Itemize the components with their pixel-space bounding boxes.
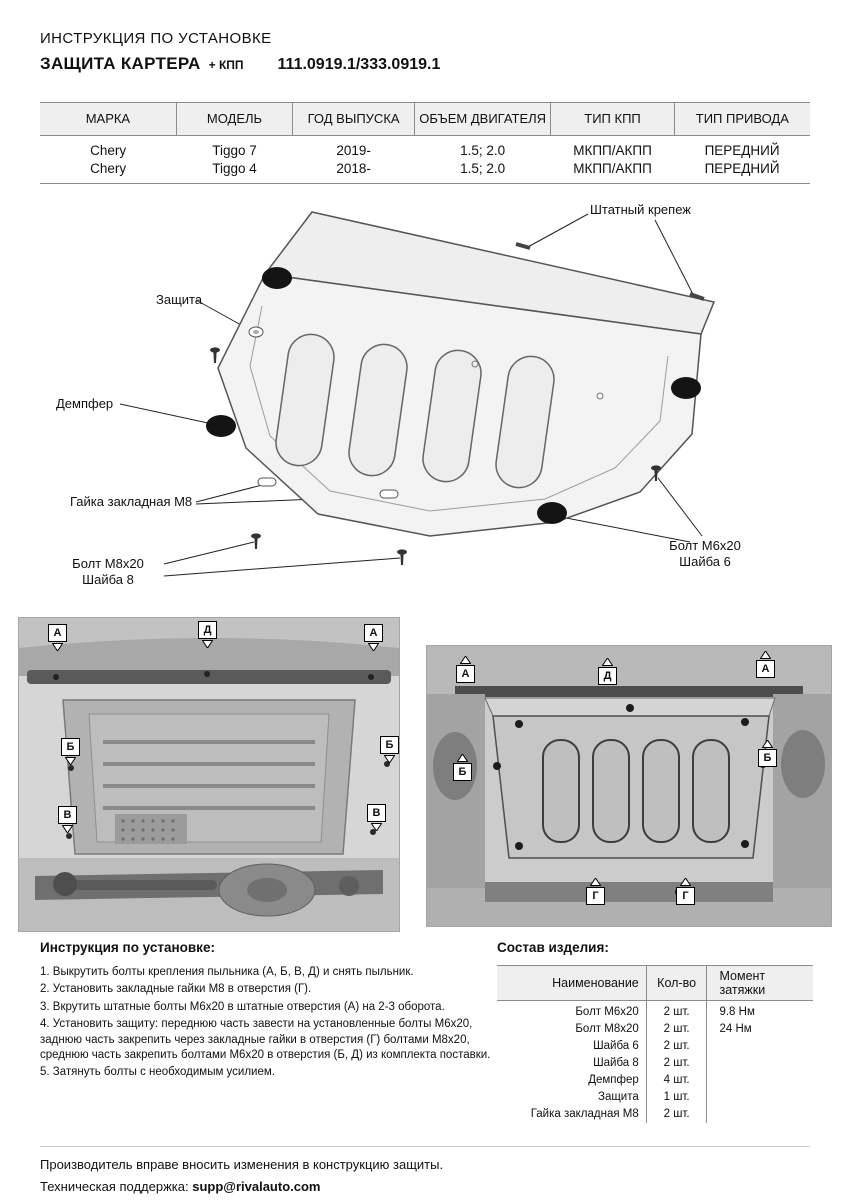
marker-B [453,754,472,781]
parts-cell-name: Шайба 8 [497,1055,646,1072]
parts-list [497,940,813,1123]
parts-cell-qty: 2 шт. [646,1001,707,1022]
marker-letter: А [756,660,775,678]
spec-header-model: МОДЕЛЬ [176,103,292,136]
arrow-down-icon [384,755,395,763]
parts-title: Состав изделия: [497,940,609,955]
marker-G [676,878,695,905]
marker-A [364,624,383,651]
marker-letter: А [48,624,67,642]
parts-cell-name: Шайба 6 [497,1038,646,1055]
marker-letter: Б [380,736,399,754]
arrow-down-icon [62,825,73,833]
spec-cell: Chery [40,160,176,184]
spec-row [40,136,810,161]
parts-cell-qty: 2 шт. [646,1021,707,1038]
instruction-step: 5. Затянуть болты с необходимым усилием. [40,1066,275,1079]
parts-cell-torque [707,1106,813,1123]
instruction-step: 2. Установить закладные гайки М8 в отверстия (Г). [40,983,312,996]
arrow-up-icon [590,878,601,886]
marker-A [756,651,775,678]
marker-V [58,806,77,833]
parts-header-name: Наименование [497,966,646,1001]
marker-D [598,658,617,685]
marker-V [367,804,386,831]
parts-cell-name: Болт М8х20 [497,1021,646,1038]
spec-cell: 1.5; 2.0 [414,160,550,184]
spec-cell: Tiggo 7 [212,143,257,159]
spec-cell: 2018- [293,160,415,184]
marker-A [456,656,475,683]
marker-letter: А [364,624,383,642]
parts-header-row [497,966,813,1001]
parts-cell-torque [707,1089,813,1106]
parts-header-qty: Кол-во [646,966,707,1001]
parts-cell-name: Гайка закладная М8 [497,1106,646,1123]
marker-letter: Б [453,763,472,781]
doc-title: ИНСТРУКЦИЯ ПО УСТАНОВКЕ [40,30,272,47]
parts-row [497,1001,813,1022]
spec-cell: ПЕРЕДНИЙ [674,160,810,184]
instructions-title: Инструкция по установке: [40,940,215,955]
parts-row [497,1072,813,1089]
arrow-down-icon [202,640,213,648]
label-bolt-m8-block [54,556,162,588]
marker-letter: А [456,665,475,683]
label-standard-fastener: Штатный крепеж [590,202,691,217]
marker-letter: Г [586,887,605,905]
part-numbers: 111.0919.1/333.0919.1 [277,56,441,73]
marker-B [380,736,399,763]
underbody-before-image [19,618,399,931]
arrow-up-icon [762,740,773,748]
parts-cell-torque: 24 Нм [719,1023,752,1035]
parts-cell-name: Демпфер [497,1072,646,1089]
label-bolt-m6: Болт М6х20 [669,538,741,553]
parts-cell-name: Болт М6х20 [497,1001,646,1022]
parts-cell-qty: 1 шт. [646,1089,707,1106]
instruction-step: 1. Выкрутить болты крепления пыльника (А, Б, В, Д) и снять пыльник. [40,966,414,978]
spec-table [40,102,810,184]
parts-header-torque: Момент затяжки [707,966,813,1001]
spec-cell: Chery [90,143,127,159]
spec-row [40,160,810,184]
spec-header-god: ГОД ВЫПУСКА [293,103,415,136]
arrow-down-icon [368,643,379,651]
spec-header-privod: ТИП ПРИВОДА [674,103,810,136]
arrow-down-icon [371,823,382,831]
underbody-after-image [427,646,831,926]
parts-cell-torque: 9.8 Нм [719,1006,755,1018]
arrow-up-icon [760,651,771,659]
instruction-step: 4. Установить защиту: переднюю часть завести на установленные болты М6х20, заднюю часть закрепить через закладные гайки в отверстия (Г) болтами М8х20, среднюю часть закрепить болтами М6х20 в отверстия (Б, Д) из комплекта поставки. [40,1018,491,1062]
marker-letter: В [367,804,386,822]
parts-row [497,1021,813,1038]
arrow-up-icon [680,878,691,886]
photo-underbody-before [18,617,400,932]
arrow-down-icon [52,643,63,651]
product-line [40,54,440,74]
spec-header-row [40,103,810,136]
label-bolt-m8: Болт М8х20 [72,556,144,571]
marker-letter: Б [758,749,777,767]
parts-cell-qty: 2 шт. [646,1106,707,1123]
parts-cell-torque [707,1055,813,1072]
spec-header-obem: ОБЪЕМ ДВИГАТЕЛЯ [414,103,550,136]
marker-letter: Д [198,621,217,639]
marker-letter: В [58,806,77,824]
spec-cell: ПЕРЕДНИЙ [704,143,780,159]
parts-row [497,1106,813,1123]
parts-cell-qty: 2 шт. [646,1055,707,1072]
footer [40,1146,810,1194]
label-bolt-m6-block [650,538,760,570]
spec-cell: Tiggo 4 [176,160,292,184]
product-title-suffix: + КПП [208,58,244,72]
exploded-diagram [0,196,849,600]
marker-B [758,740,777,767]
spec-cell: 2019- [336,143,371,159]
arrow-up-icon [460,656,471,664]
label-damper: Демпфер [56,396,114,411]
label-guard: Защита [156,292,203,307]
marker-letter: Б [61,738,80,756]
spec-header-marka: МАРКА [40,103,176,136]
product-title: ЗАЩИТА КАРТЕРА [40,54,201,73]
marker-G [586,878,605,905]
parts-cell-name: Защита [497,1089,646,1106]
support-email: supp@rivalauto.com [192,1179,321,1194]
installation-instructions [40,940,492,1083]
marker-letter: Г [676,887,695,905]
spec-cell: 1.5; 2.0 [460,143,506,159]
parts-cell-torque [707,1038,813,1055]
label-washer-8: Шайба 8 [82,572,134,587]
instruction-step: 3. Вкрутить штатные болты М6х20 в штатные отверстия (А) на 2-3 оборота. [40,1000,445,1013]
arrow-down-icon [65,757,76,765]
label-washer-6: Шайба 6 [679,554,731,569]
parts-row [497,1038,813,1055]
parts-table [497,965,813,1123]
support-label: Техническая поддержка: [40,1179,189,1194]
parts-row [497,1089,813,1106]
marker-B [61,738,80,765]
parts-cell-torque [707,1072,813,1089]
label-embedded-nut: Гайка закладная М8 [70,494,193,509]
spec-header-kpp: ТИП КПП [551,103,674,136]
arrow-up-icon [602,658,613,666]
parts-row [497,1055,813,1072]
marker-A [48,624,67,651]
marker-D [198,621,217,648]
arrow-up-icon [457,754,468,762]
marker-letter: Д [598,667,617,685]
parts-cell-qty: 4 шт. [646,1072,707,1089]
manufacturer-note: Производитель вправе вносить изменения в конструкцию защиты. [40,1157,444,1172]
support-line [40,1179,810,1194]
photo-underbody-after [426,645,832,927]
parts-cell-qty: 2 шт. [646,1038,707,1055]
spec-cell: МКПП/АКПП [573,143,652,159]
spec-cell: МКПП/АКПП [551,160,674,184]
